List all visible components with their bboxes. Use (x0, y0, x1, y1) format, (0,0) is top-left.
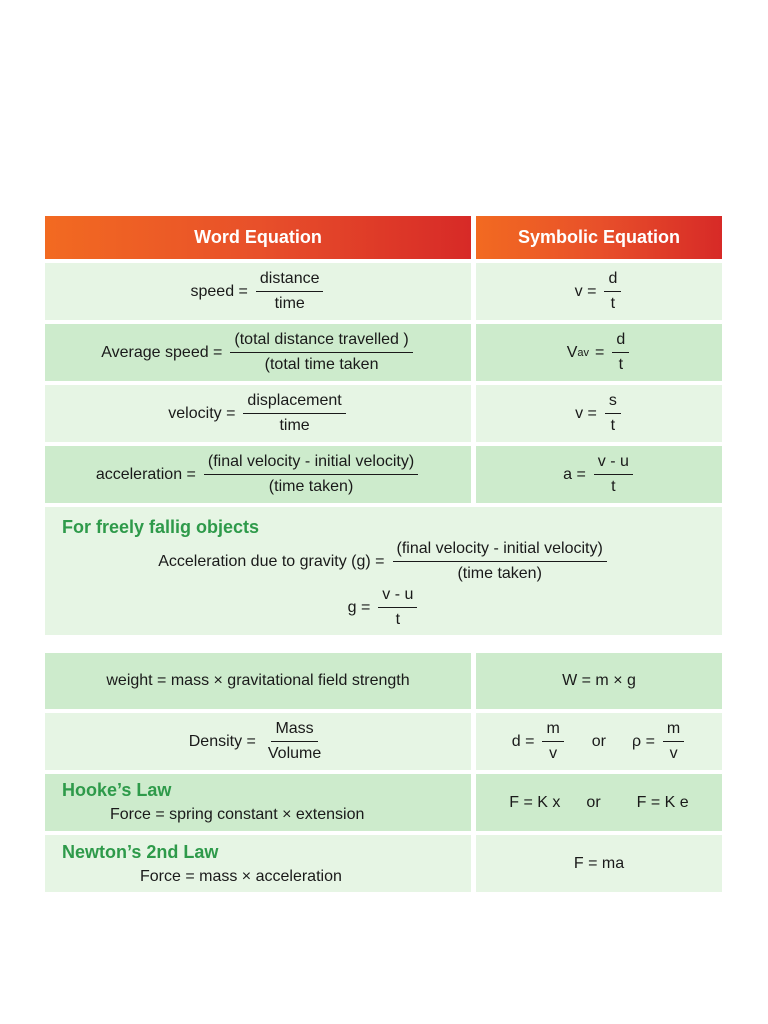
velocity-numerator: displacement (243, 391, 345, 414)
free-fall-denominator: (time taken) (457, 565, 542, 582)
velocity-sym-fraction (605, 391, 621, 436)
avg-speed-sym-numerator: d (612, 330, 629, 353)
density-sym-rho-fraction (663, 719, 684, 764)
avg-speed-denominator: (total time taken (264, 356, 379, 373)
free-fall-g-lhs: g = (347, 598, 371, 616)
density-sym-d-fraction (542, 719, 563, 764)
free-fall-numerator: (final velocity - initial velocity) (393, 539, 607, 562)
velocity-sym-lhs: v = (575, 404, 597, 422)
avg-speed-sym-v: V (566, 343, 578, 361)
speed-symbolic-equation (575, 269, 624, 314)
newton-title: Newton’s 2nd Law (62, 842, 219, 862)
velocity-word-cell (45, 385, 471, 442)
avg-speed-sym-equals: = (595, 343, 605, 361)
free-fall-g-equation (348, 585, 420, 630)
density-sym-d: d = (511, 732, 535, 750)
density-sym-rho-denominator: v (669, 745, 678, 762)
density-sym-rho: ρ = (632, 732, 655, 750)
speed-sym-denominator: t (610, 295, 616, 312)
avg-speed-numerator: (total distance travelled ) (230, 330, 412, 353)
hooke-symbolic-equation (509, 794, 688, 812)
free-fall-gravity-row (45, 539, 722, 584)
hooke-or: or (586, 793, 601, 811)
speed-lhs: speed = (190, 282, 248, 300)
newton-symbolic-cell (476, 835, 722, 892)
free-fall-g-numerator: v - u (378, 585, 417, 608)
free-fall-gravity-equation (158, 539, 609, 584)
free-fall-block (45, 507, 722, 635)
free-fall-g-fraction (378, 585, 417, 630)
speed-word-cell (45, 263, 471, 320)
speed-sym-numerator: d (604, 269, 621, 292)
acceleration-symbolic-cell (476, 446, 722, 503)
velocity-sym-denominator: t (610, 417, 616, 434)
density-lhs: Density = (188, 732, 256, 750)
acceleration-sym-numerator: v - u (594, 452, 633, 475)
hooke-symbolic-cell (476, 774, 722, 831)
header-word-equation (45, 216, 471, 259)
density-symbolic-equation (512, 719, 686, 764)
density-or: or (591, 732, 607, 750)
newton-symbolic-equation: F = ma (573, 854, 625, 872)
acceleration-sym-lhs: a = (563, 465, 586, 483)
avg-speed-symbolic-equation (567, 330, 632, 375)
density-fraction (264, 719, 325, 764)
weight-word-cell (45, 653, 471, 709)
hooke-word-cell (45, 774, 471, 831)
header-word-label: Word Equation (194, 227, 322, 247)
velocity-word-equation (168, 391, 347, 436)
density-numerator: Mass (271, 719, 317, 742)
hooke-sym-b: F = K e (636, 793, 689, 811)
header-symbolic-label: Symbolic Equation (517, 227, 681, 247)
avg-speed-word-cell (45, 324, 471, 381)
density-denominator: Volume (267, 745, 322, 762)
free-fall-g-denominator: t (395, 611, 401, 628)
avg-speed-lhs: Average speed = (101, 343, 223, 361)
density-sym-d-numerator: m (542, 719, 563, 742)
speed-symbolic-cell (476, 263, 722, 320)
avg-speed-sym-fraction (612, 330, 629, 375)
avg-speed-sym-denominator: t (618, 356, 624, 373)
free-fall-fraction (393, 539, 607, 584)
velocity-lhs: velocity = (168, 404, 236, 422)
acceleration-symbolic-equation (563, 452, 635, 497)
acceleration-fraction (204, 452, 418, 497)
header-symbolic-equation (476, 216, 722, 259)
acceleration-word-equation (96, 452, 420, 497)
free-fall-title: For freely fallig objects (62, 517, 260, 537)
hooke-word-equation: Force = spring constant × extension (110, 806, 365, 823)
hooke-sym-a: F = K x (509, 793, 561, 811)
avg-speed-symbolic-cell (476, 324, 722, 381)
velocity-symbolic-cell (476, 385, 722, 442)
acceleration-sym-denominator: t (611, 478, 616, 495)
speed-sym-fraction (604, 269, 621, 314)
acceleration-numerator: (final velocity - initial velocity) (204, 452, 418, 475)
velocity-sym-numerator: s (605, 391, 621, 414)
density-symbolic-cell (476, 713, 722, 770)
weight-word-equation: weight = mass × gravitational field strength (106, 672, 410, 689)
density-sym-d-denominator: v (549, 745, 558, 762)
acceleration-denominator: (time taken) (268, 478, 354, 495)
speed-numerator: distance (256, 269, 324, 292)
speed-denominator: time (274, 295, 305, 312)
free-fall-g-row (45, 585, 722, 630)
acceleration-word-cell (45, 446, 471, 503)
weight-symbolic-equation: W = m × g (562, 672, 636, 689)
velocity-fraction (243, 391, 345, 436)
newton-word-equation: Force = mass × acceleration (140, 868, 342, 885)
velocity-symbolic-equation (575, 391, 623, 436)
speed-fraction (256, 269, 324, 314)
speed-sym-lhs: v = (574, 282, 597, 300)
weight-symbolic-cell (476, 653, 722, 709)
velocity-denominator: time (279, 417, 310, 434)
density-sym-rho-numerator: m (663, 719, 684, 742)
speed-word-equation (191, 269, 326, 314)
hooke-title: Hooke’s Law (62, 780, 172, 800)
free-fall-lhs: Acceleration due to gravity (g) = (158, 552, 385, 570)
newton-word-cell (45, 835, 471, 892)
acceleration-lhs: acceleration = (95, 465, 196, 483)
density-word-cell (45, 713, 471, 770)
avg-speed-word-equation (101, 330, 414, 375)
avg-speed-sym-subscript: av (577, 346, 590, 359)
acceleration-sym-fraction (594, 452, 633, 497)
density-word-equation (189, 719, 328, 764)
avg-speed-fraction (230, 330, 412, 375)
